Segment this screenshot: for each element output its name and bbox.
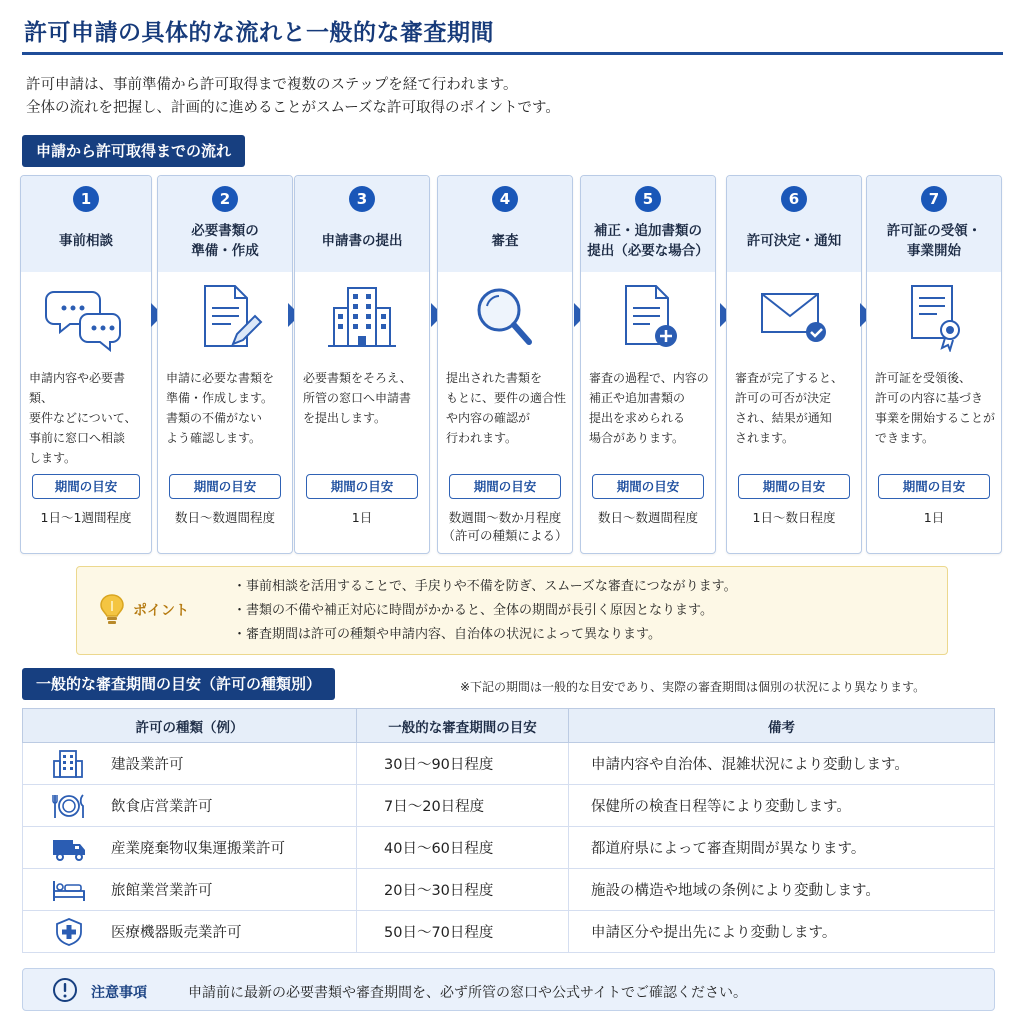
review-period-cell: 20日〜30日程度 [357,869,569,911]
step-title [25,220,147,262]
step-description [166,368,286,448]
step-description-line: 許可の可否が決定 [735,391,832,405]
step-card [294,175,430,554]
plate-cutlery-icon [51,791,87,821]
review-note: ※下記の期間は一般的な目安であり、実際の審査期間は個別の状況により異なります。 [460,680,926,694]
review-period-cell: 7日〜20日程度 [357,785,569,827]
step-card [726,175,862,554]
step-title-line: 事業開始 [907,243,961,259]
step-number: 1 [73,186,99,212]
certificate-icon [892,282,976,352]
step-title [299,220,425,262]
intro-line: 全体の流れを把握し、計画的に進めることがスムーズな許可取得のポイントです。 [26,100,560,116]
table-row [23,869,995,911]
point-label: ポイント [133,603,189,619]
caution-text: 申請前に最新の必要書類や審査期間を、必ず所管の窓口や公式サイトでご確認ください。 [188,985,748,1001]
permit-type [23,743,356,784]
period-label-badge: 期間の目安 [306,474,418,499]
remark-cell: 申請区分や提出先により変動します。 [569,911,995,953]
step-title-line: 申請書の提出 [321,233,403,249]
review-period-cell: 50日〜70日程度 [357,911,569,953]
header-remark: 備考 [569,709,995,743]
point-item: ・審査期間は許可の種類や申請内容、自治体の状況によって異なります。 [233,627,661,642]
permit-type-name: 産業廃棄物収集運搬業許可 [111,841,285,857]
step-card [20,175,152,554]
period-value [869,509,999,527]
period-value [297,509,427,527]
caution-box [22,968,995,1011]
period-value-line: 1日 [923,510,945,525]
permit-type-name: 旅館業営業許可 [111,883,213,899]
period-label-badge: 期間の目安 [592,474,704,499]
step-header [21,176,151,272]
review-period-cell: 40日〜60日程度 [357,827,569,869]
step-title [731,220,857,262]
point-list [233,575,737,647]
step-description-line: 必要書類をそろえ、 [303,371,412,385]
table-row [23,785,995,827]
step-header [438,176,572,272]
step-title-line: 許可決定・通知 [746,233,842,249]
review-period-table [22,708,995,953]
caution-label: 注意事項 [91,985,147,1001]
step-number: 4 [492,186,518,212]
step-card [866,175,1002,554]
step-title-line: 許可証の受領・ [886,223,982,239]
step-description [875,368,995,448]
step-card [437,175,573,554]
permit-type-cell [23,785,357,827]
step-title-line: 提出（必要な場合） [587,243,709,259]
step-number: 3 [349,186,375,212]
step-number: 7 [921,186,947,212]
permit-type-cell [23,911,357,953]
permit-type-name: 飲食店営業許可 [111,799,213,815]
title-divider [22,52,1003,55]
building-icon [320,282,404,352]
period-label-badge: 期間の目安 [738,474,850,499]
table-row [23,743,995,785]
step-description-line: 申請に必要な書類を [166,371,275,385]
medical-cross-icon [51,917,87,947]
step-number: 5 [635,186,661,212]
remark-cell: 申請内容や自治体、混雑状況により変動します。 [569,743,995,785]
step-description-line: 行われます。 [446,431,518,445]
step-description-line: もとに、要件の適合性 [446,391,567,405]
document-plus-icon [606,282,690,352]
step-description-line: 事業を開始することが [875,411,996,425]
period-value-line: 数週間〜数か月程度 [448,510,562,525]
period-value [440,509,570,545]
step-description-line: されます。 [735,431,795,445]
step-number: 2 [212,186,238,212]
office-building-icon [51,749,87,779]
period-label-badge: 期間の目安 [878,474,990,499]
step-header [158,176,292,272]
point-item: ・事前相談を活用することで、手戻りや不備を防ぎ、スムーズな審査につながります。 [233,579,737,594]
mail-check-icon [752,282,836,352]
step-description [29,368,145,468]
step-description-line: 準備・作成します。 [166,391,274,405]
period-value [160,509,290,527]
step-description-line: や内容の確認が [446,411,531,425]
magnifier-icon [463,282,547,352]
truck-icon [51,833,87,863]
step-description-line: 提出された書類を [446,371,543,385]
step-title-line: 補正・追加書類の [594,223,702,239]
period-label-badge: 期間の目安 [169,474,281,499]
step-header [581,176,715,272]
step-header [295,176,429,272]
flow-steps [20,175,1004,554]
step-title-line: 審査 [491,233,519,249]
step-description-line: され、結果が通知 [735,411,832,425]
step-description [303,368,423,428]
step-description-line: 審査が完了すると、 [735,371,844,385]
step-description-line: 所管の窓口へ申請書 [303,391,412,405]
table-row [23,827,995,869]
step-title [871,220,997,262]
step-title-line: 準備・作成 [191,243,259,259]
permit-type [23,869,356,910]
step-description-line: 要件などについて、 [29,411,137,425]
step-header [867,176,1001,272]
remark-cell: 都道府県によって審査期間が異なります。 [569,827,995,869]
permit-type [23,785,356,826]
period-value [729,509,859,527]
step-description [589,368,709,448]
step-description-line: を提出します。 [303,411,387,425]
point-item: ・書類の不備や補正対応に時間がかかると、全体の期間が長引く原因となります。 [233,603,713,618]
step-description-line: 書類の不備がない [166,411,263,425]
intro-line: 許可申請は、事前準備から許可取得まで複数のステップを経て行われます。 [26,77,518,93]
step-number: 6 [781,186,807,212]
permit-type-name: 建設業許可 [111,757,184,773]
step-title [585,220,711,262]
table-row [23,911,995,953]
step-description-line: 申請内容や必要書類、 [29,371,126,405]
permit-type [23,827,356,868]
step-card [580,175,716,554]
step-description-line: 許可の内容に基づき [875,391,984,405]
period-value-line: 数日〜数週間程度 [174,510,275,525]
step-title-line: 事前相談 [59,233,113,249]
table-header-row [23,709,995,743]
step-title-line: 必要書類の [191,223,259,239]
period-value-line: （許可の種類による） [442,528,568,543]
period-label-badge: 期間の目安 [449,474,561,499]
step-description-line: 場合があります。 [589,431,685,445]
review-section-heading: 一般的な審査期間の目安（許可の種類別） [22,668,335,700]
step-header [727,176,861,272]
page-title: 許可申請の具体的な流れと一般的な審査期間 [24,20,494,46]
header-type: 許可の種類（例） [23,709,357,743]
lightbulb-icon [99,593,125,629]
period-value [583,509,713,527]
step-description-line: 補正や追加書類の [589,391,686,405]
chat-bubbles-icon [44,282,128,352]
step-description [735,368,855,448]
step-description-line: よう確認します。 [166,431,262,445]
period-value-line: 1日 [351,510,373,525]
period-value-line: 1日〜1週間程度 [40,510,132,525]
exclamation-circle-icon [52,977,78,1003]
intro-text [26,74,560,120]
flow-section-heading: 申請から許可取得までの流れ [22,135,245,167]
document-pen-icon [183,282,267,352]
step-description-line: 審査の過程で、内容の [589,371,709,385]
period-value [23,509,149,527]
remark-cell: 施設の構造や地域の条例により変動します。 [569,869,995,911]
step-description [446,368,566,448]
step-card [157,175,293,554]
step-description-line: できます。 [875,431,935,445]
period-value-line: 1日〜数日程度 [752,510,836,525]
step-description-line: 提出を求められる [589,411,686,425]
permit-type-cell [23,869,357,911]
step-title [162,220,288,262]
review-period-cell: 30日〜90日程度 [357,743,569,785]
step-description-line: 許可証を受領後、 [875,371,972,385]
period-value-line: 数日〜数週間程度 [597,510,698,525]
period-label-badge: 期間の目安 [32,474,140,499]
remark-cell: 保健所の検査日程等により変動します。 [569,785,995,827]
step-description-line: します。 [29,451,77,465]
bed-icon [51,875,87,905]
permit-type-name: 医療機器販売業許可 [111,925,242,941]
permit-type [23,911,356,952]
header-period: 一般的な審査期間の目安 [357,709,569,743]
permit-type-cell [23,743,357,785]
step-title [442,220,568,262]
step-description-line: 事前に窓口へ相談 [29,431,126,445]
point-box [76,566,948,655]
permit-type-cell [23,827,357,869]
